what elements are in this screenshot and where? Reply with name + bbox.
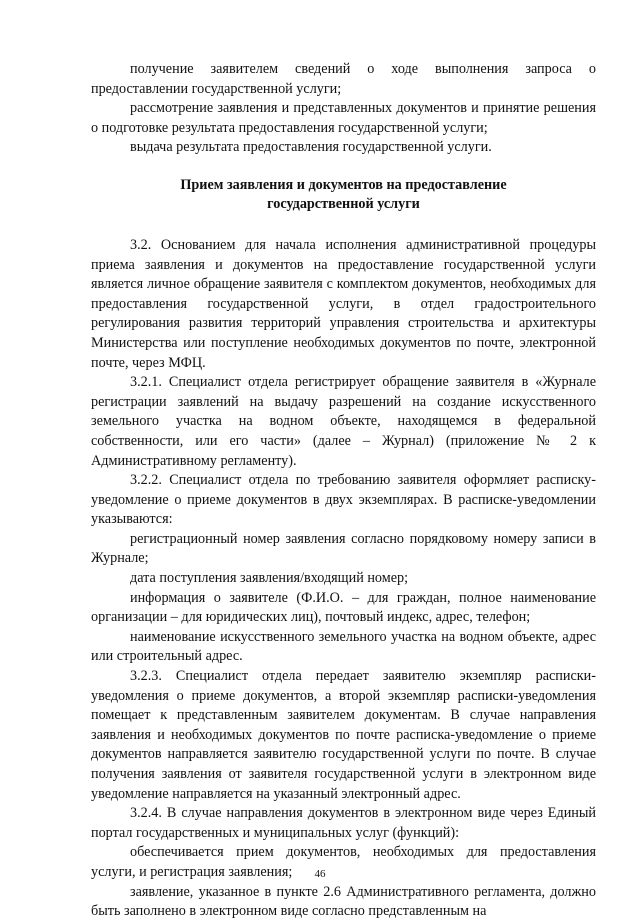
paragraph: дата поступления заявления/входящий номер;: [130, 570, 409, 587]
paragraph: 3.2.3. Специалист отдела передает заявителю экземпляр расписки-уведомления о приеме документов, а второй экземпляр расписки-уведомления помещает к представленным заявителем документам. В случае направления заявления и необходимых документов по почте расписка-уведомление о приеме документов направляется заявителю государственной услуги по почте. В случае получения заявления от заявителя государственной услуги в электронном виде уведомление направляется на указанный электронный адрес.: [91, 668, 596, 802]
paragraph: заявление, указанное в пункте 2.6 Административного регламента, должно быть заполнено в электронном виде согласно представленным на: [91, 883, 596, 920]
paragraph: информация о заявителе (Ф.И.О. – для граждан, полное наименование организации – для юридических лиц), почтовый индекс, адрес, телефон;: [91, 589, 596, 626]
paragraph: получение заявителем сведений о ходе выполнения запроса о предоставлении государственной услуги;: [91, 61, 596, 97]
section-heading-line: Прием заявления и документов на предоставление: [180, 176, 507, 193]
section-heading: [91, 176, 596, 214]
paragraph: наименование искусственного земельного участка на водном объекте, адрес или строительный адрес.: [91, 628, 596, 665]
paragraph: 3.2.1. Специалист отдела регистрирует обращение заявителя в «Журнале регистрации заявлений на выдачу разрешений на создание искусственного земельного участка на водном объекте, находящемся в федеральной собственности, или его части» (далее – Журнал) (приложение № 2 к Административному регламенту).: [91, 374, 596, 469]
paragraph: 3.2.2. Специалист отдела по требованию заявителя оформляет расписку-уведомление о приеме документов в двух экземплярах. В расписке-уведомлении указываются:: [91, 472, 596, 528]
paragraph: 3.2.4. В случае направления документов в электронном виде через Единый портал государственных и муниципальных услуг (функций):: [91, 805, 596, 841]
page-number: 46: [314, 868, 326, 880]
paragraph: регистрационный номер заявления согласно порядковому номеру записи в Журнале;: [91, 530, 596, 567]
paragraph: 3.2. Основанием для начала исполнения административной процедуры приема заявления и документов на предоставление государственной услуги является личное обращение заявителя с комплектом документов, необходимых для предоставления государственной услуги, в отдел градостроительного регулирования развития территорий управления строительства и архитектуры Министерства или поступление необходимых документов по почте, электронной почте, через МФЦ.: [91, 236, 596, 371]
document-body: [91, 60, 596, 922]
paragraph: выдача результата предоставления государственной услуги.: [130, 139, 492, 156]
paragraph: обеспечивается прием документов, необходимых для предоставления услуги, и регистрация заявления;: [91, 844, 596, 880]
paragraph: рассмотрение заявления и представленных документов и принятие решения о подготовке результата предоставления государственной услуги;: [91, 100, 596, 136]
section-heading-line: государственной услуги: [267, 195, 420, 212]
